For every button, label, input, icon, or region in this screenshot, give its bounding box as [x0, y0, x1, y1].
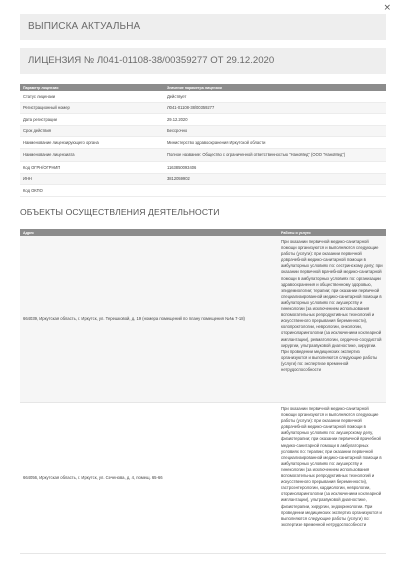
- param-value: Министерство здравоохранения Иркутской области: [164, 137, 386, 149]
- column-header-param: Параметр лицензии: [20, 84, 164, 91]
- table-row: [20, 102, 386, 114]
- activity-objects-table: [20, 229, 386, 554]
- param-label: Регистрационный номер: [20, 102, 164, 114]
- license-params-table: [20, 84, 386, 197]
- table-header-row: [20, 229, 386, 236]
- param-value: 29.12.2020: [164, 114, 386, 126]
- param-value: Полное название: Общество с ограниченной ответственностью "НаноМед" (ООО "НаноМед"): [164, 148, 386, 162]
- param-label: Срок действия: [20, 125, 164, 137]
- param-value: 1163850093406: [164, 162, 386, 174]
- table-row: [20, 162, 386, 174]
- param-label: Код ОГРН/ОГРНИП: [20, 162, 164, 174]
- section-title: ОБЪЕКТЫ ОСУЩЕСТВЛЕНИЯ ДЕЯТЕЛЬНОСТИ: [20, 207, 220, 217]
- param-value: Л041-01108-38/00359277: [164, 102, 386, 114]
- param-label: Наименование лицензиата: [20, 148, 164, 162]
- table-row: [20, 137, 386, 149]
- table-header-row: [20, 84, 386, 91]
- close-icon[interactable]: ×: [383, 3, 391, 13]
- param-label: ИНН: [20, 173, 164, 185]
- column-header-works: Работы и услуги: [278, 229, 386, 236]
- param-label: Дата регистрации: [20, 114, 164, 126]
- table-row: [20, 148, 386, 162]
- param-value: 3812059902: [164, 173, 386, 185]
- table-row: [20, 173, 386, 185]
- param-value: [164, 185, 386, 197]
- table-row: [20, 114, 386, 126]
- table-row: [20, 185, 386, 197]
- param-label: Наименование лицензирующего органа: [20, 137, 164, 149]
- param-label: Код ОКПО: [20, 185, 164, 197]
- object-works: При оказании первичной медико-санитарной помощи организуются и выполняются следующие работы (услуги): при оказании первичной доврачебной медико-санитарной помощи в амбулаторных условиях по: сестринскому делу; при оказании первичной врачебной медико-санитарной помощи в амбулаторных условиях по: организации здравоохранения и общественному здоровью, эпидемиологии; терапии; при оказании первичной специализированной медико-санитарной помощи в амбулаторных условиях по: акушерству и гинекологии (за исключением использования вспомогательных репродуктивных технологий и искусственного прерывания беременности), колопроктологии, неврологии, онкологии, оториноларингологии (за исключением кохлеарной имплантации), ревматологии, сердечно-сосудистой хирургии, ультразвуковой диагностике, хирургии. При проведении медицинских экспертиз организуются и выполняются следующие работы (услуги) по: экспертизе временной нетрудоспособности: [278, 236, 386, 403]
- param-label: Статус лицензии: [20, 91, 164, 102]
- license-title: ЛИЦЕНЗИЯ № Л041-01108-38/00359277 ОТ 29.12.2020: [20, 48, 386, 74]
- table-row: [20, 125, 386, 137]
- param-value: Действует: [164, 91, 386, 102]
- status-banner: ВЫПИСКА АКТУАЛЬНА: [20, 14, 386, 40]
- column-header-value: Значение параметра лицензии: [164, 84, 386, 91]
- table-row: [20, 236, 386, 403]
- table-row: [20, 91, 386, 102]
- object-address: 664039, Иркутская область, г. Иркутск, ул. Терешковой, д. 19 (номера помещений по плану помещения №№ 7-18): [20, 236, 278, 403]
- table-row: [20, 403, 386, 554]
- object-works: При оказании первичной медико-санитарной помощи организуются и выполняются следующие работы (услуги): при оказании первичной доврачебной медико-санитарной помощи в амбулаторных условиях по: акушерскому делу, физиотерапии; при оказании первичной врачебной медико-санитарной помощи в амбулаторных условиях по: терапии; при оказании первичной специализированной медико-санитарной помощи в амбулаторных условиях по: акушерству и гинекологии (за исключением использования вспомогательных репродуктивных технологий и искусственного прерывания беременности), гастроэнтерологии, кардиологии, неврологии, оториноларингологии (за исключением кохлеарной имплантации), ультразвуковой диагностике, физиотерапии, хирургии, эндокринологии. При проведении медицинских экспертиз организуются и выполняются следующие работы (услуги) по: экспертизе временной нетрудоспособности: [278, 403, 386, 554]
- object-address: 664056, Иркутская область, г. Иркутск, ул. Сеченова, д. 4, помещ. 65-66: [20, 403, 278, 554]
- param-value: Бессрочно: [164, 125, 386, 137]
- column-header-address: Адрес: [20, 229, 278, 236]
